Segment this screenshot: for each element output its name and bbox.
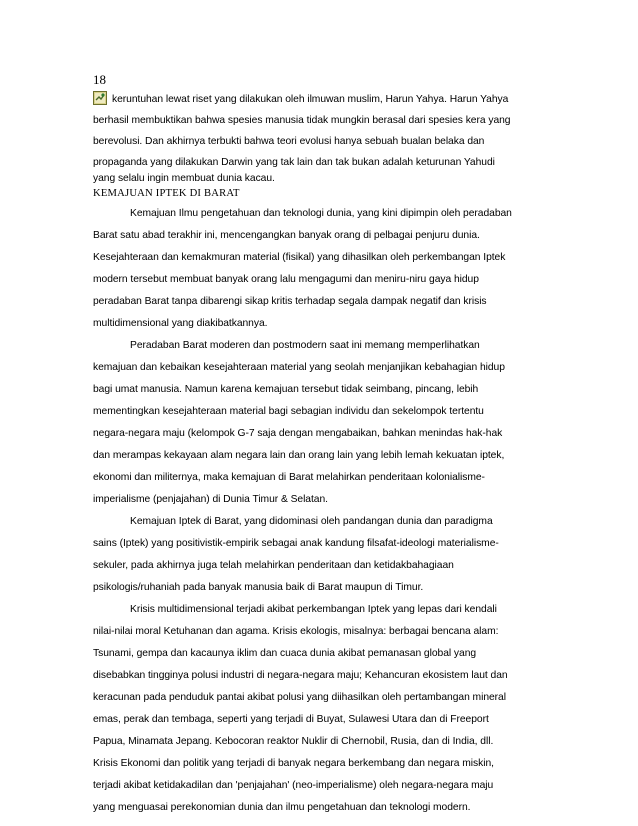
paragraph-line: modern tersebut membuat banyak orang lalu mengagumi dan meniru-niru gaya hidup (93, 274, 479, 285)
paragraph-line: berevolusi. Dan akhirnya terbukti bahwa teori evolusi hanya sebuah bualan belaka dan (93, 136, 485, 147)
section-heading: KEMAJUAN IPTEK DI BARAT (93, 188, 240, 199)
paragraph-line: imperialisme (penjajahan) di Dunia Timur & Selatan. (93, 494, 328, 505)
document-link-icon[interactable] (93, 91, 107, 105)
paragraph-3 (93, 511, 548, 599)
paragraph-4 (93, 599, 548, 819)
paragraph-line: yang menguasai perekonomian dunia dan ilmu pengetahuan dan teknologi modern. (93, 802, 471, 813)
paragraph-1 (93, 203, 548, 335)
paragraph-line: sains (Iptek) yang positivistik-empirik sebagai anak kandung filsafat-ideologi materialisme- (93, 538, 499, 549)
paragraph-line: Kemajuan Ilmu pengetahuan dan teknologi dunia, yang kini dipimpin oleh peradaban (130, 208, 512, 219)
intro-paragraph (93, 89, 548, 185)
paragraph-line: bagi umat manusia. Namun karena kemajuan tersebut tidak seimbang, pincang, lebih (93, 384, 479, 395)
paragraph-line: propaganda yang dilakukan Darwin yang tak lain dan tak bukan adalah keturunan Yahudi (93, 157, 495, 168)
paragraph-line: Krisis Ekonomi dan politik yang terjadi di banyak negara berkembang dan negara miskin, (93, 758, 494, 769)
paragraph-line: peradaban Barat tanpa dibarengi sikap kritis terhadap segala dampak negatif dan krisis (93, 296, 487, 307)
paragraph-line: Papua, Minamata Jepang. Kebocoran reaktor Nuklir di Chernobil, Rusia, dan di India, dll. (93, 736, 494, 747)
paragraph-line: keruntuhan lewat riset yang dilakukan oleh ilmuwan muslim, Harun Yahya. Harun Yahya (93, 89, 548, 110)
paragraph-line: Peradaban Barat moderen dan postmodern saat ini memang memperlihatkan (130, 340, 480, 351)
page-content (93, 89, 548, 819)
paragraph-line: Barat satu abad terakhir ini, mencengangkan banyak orang di pelbagai penjuru dunia. (93, 230, 480, 241)
paragraph-line: nilai-nilai moral Ketuhanan dan agama. Krisis ekologis, misalnya: berbagai bencana alam: (93, 626, 499, 637)
paragraph-line: mementingkan kesejahteraan material bagi sebagian individu dan sekelompok tertentu (93, 406, 484, 417)
paragraph-2 (93, 335, 548, 511)
paragraph-line: berhasil membuktikan bahwa spesies manusia tidak mungkin berasal dari spesies kera yang (93, 115, 511, 126)
paragraph-line: psikologis/ruhaniah pada banyak manusia baik di Barat maupun di Timur. (93, 582, 424, 593)
paragraph-line: sekuler, pada akhirnya juga telah melahirkan penderitaan dan ketidakbahagiaan (93, 560, 454, 571)
paragraph-line: multidimensional yang diakibatkannya. (93, 318, 268, 329)
paragraph-line: Kemajuan Iptek di Barat, yang didominasi oleh pandangan dunia dan paradigma (130, 516, 493, 527)
paragraph-line: emas, perak dan tembaga, seperti yang terjadi di Buyat, Sulawesi Utara dan di Freeport (93, 714, 489, 725)
paragraph-line: Tsunami, gempa dan kacaunya iklim dan cuaca dunia akibat pemanasan global yang (93, 648, 477, 659)
paragraph-line: Krisis multidimensional terjadi akibat perkembangan Iptek yang lepas dari kendali (130, 604, 497, 615)
paragraph-line: Kesejahteraan dan kemakmuran material (fisikal) yang dihasilkan oleh perkembangan Iptek (93, 252, 506, 263)
paragraph-line: kemajuan dan kebaikan kesejahteraan material yang seolah menjanjikan kebahagian hidup (93, 362, 505, 373)
page-number: 18 (93, 72, 106, 87)
paragraph-line: negara-negara maju (kelompok G-7 saja dengan mengabaikan, bahkan menindas hak-hak (93, 428, 503, 439)
paragraph-line: disebabkan tingginya polusi industri di negara-negara maju; Kehancuran ekosistem laut dan (93, 670, 508, 681)
paragraph-line: terjadi akibat ketidakadilan dan 'penjajahan' (neo-imperialisme) oleh negara-negara maju (93, 780, 494, 791)
paragraph-line: ekonomi dan militernya, maka kemajuan di Barat melahirkan penderitaan kolonialisme- (93, 472, 485, 483)
paragraph-line: dan merampas kekayaan alam negara lain dan orang lain yang lebih lemah kekuatan iptek, (93, 450, 505, 461)
paragraph-line: keracunan pada penduduk pantai akibat polusi yang diihasilkan oleh pertambangan mineral (93, 692, 506, 703)
paragraph-line: yang selalu ingin membuat dunia kacau. (93, 173, 275, 184)
